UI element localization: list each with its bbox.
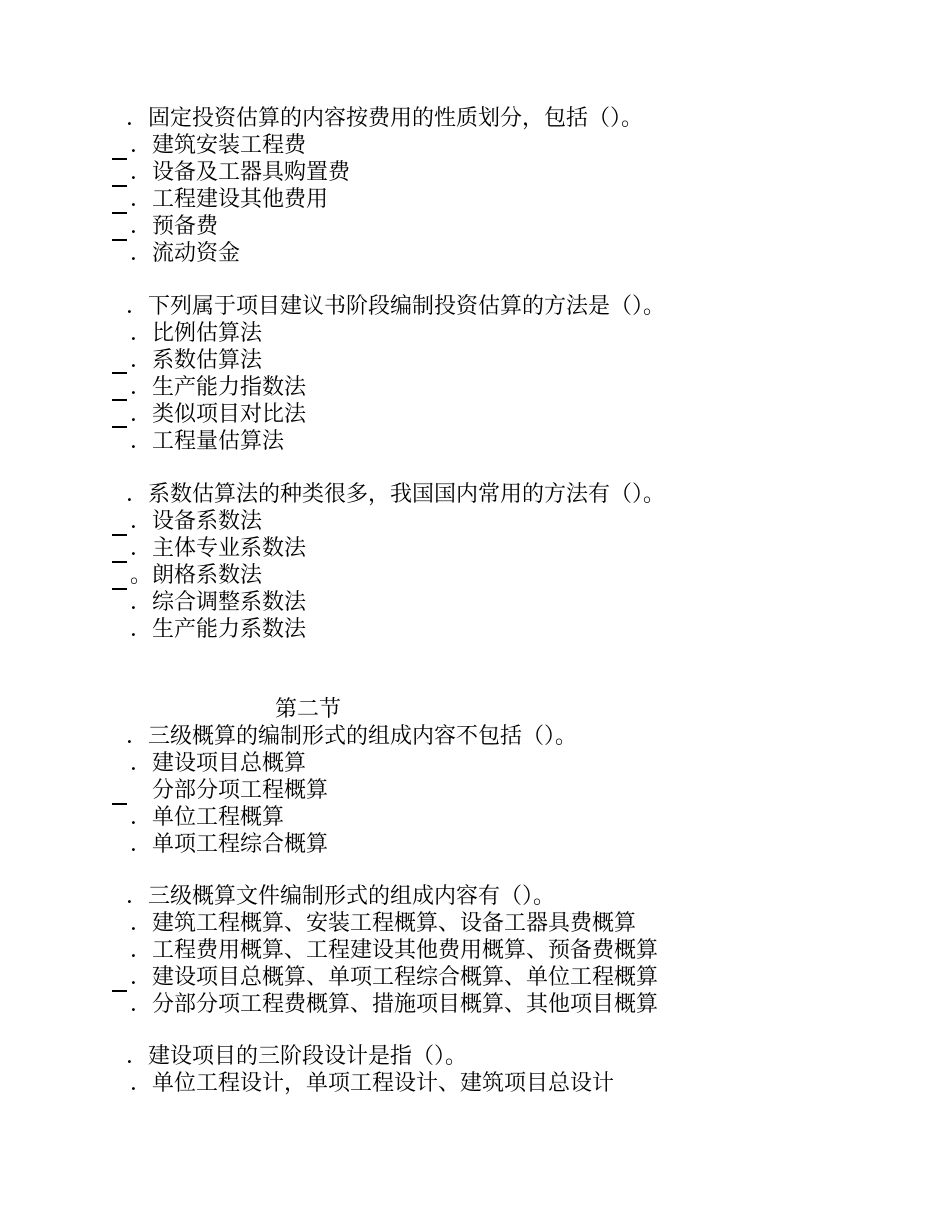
item-marker: ．: [125, 724, 148, 749]
question-text: 三级概算文件编制形式的组成内容有（）。: [148, 884, 556, 909]
option-marker: ．: [129, 187, 152, 212]
option-marker: ．: [129, 751, 152, 776]
option-marker: ．: [129, 536, 152, 561]
item-marker: ．: [125, 106, 148, 131]
option-line: [118, 321, 262, 347]
option-marker: ．: [129, 832, 152, 857]
option-line: [118, 509, 262, 535]
option-marker: ．: [129, 938, 152, 963]
option-marker: ．: [129, 590, 152, 615]
option-marker: ．: [129, 321, 152, 346]
option-line: [118, 992, 658, 1018]
option-line: [118, 375, 306, 401]
option-text: 建设项目总概算、单项工程综合概算、单位工程概算: [152, 965, 659, 990]
option-line: [118, 805, 284, 831]
question-stem: [118, 1044, 467, 1070]
option-text: 建设项目总概算: [152, 751, 307, 776]
option-line: [118, 563, 262, 589]
option-text: 建筑安装工程费: [152, 133, 307, 158]
option-marker: ．: [129, 992, 152, 1017]
option-marker: ．: [129, 133, 152, 158]
question-text: 下列属于项目建议书阶段编制投资估算的方法是（）。: [148, 294, 666, 319]
option-marker: ．: [129, 617, 152, 642]
option-line: [118, 590, 306, 616]
option-marker: ．: [129, 214, 152, 239]
option-line: [118, 965, 658, 991]
option-line: [118, 160, 350, 186]
option-marker: ．: [129, 348, 152, 373]
item-marker: ．: [125, 884, 148, 909]
option-line: [118, 536, 306, 562]
option-text: 工程量估算法: [152, 429, 285, 454]
item-marker: ．: [125, 482, 148, 507]
question-stem: [118, 724, 577, 750]
option-marker: ．: [129, 375, 152, 400]
option-text: 建筑工程概算、安装工程概算、设备工器具费概算: [152, 911, 637, 936]
option-text: 比例估算法: [152, 321, 263, 346]
option-text: 单位工程设计，单项工程设计、建筑项目总设计: [152, 1071, 615, 1096]
option-marker: ．: [129, 241, 152, 266]
option-text: 朗格系数法: [152, 563, 263, 588]
section-heading: 第二节: [275, 697, 342, 722]
option-marker: ．: [129, 509, 152, 534]
option-text: 生产能力系数法: [152, 617, 307, 642]
option-line: [118, 778, 328, 804]
option-line: [118, 751, 306, 777]
question-stem: [118, 482, 665, 508]
option-marker: ．: [129, 402, 152, 427]
option-line: [118, 617, 306, 643]
option-marker: ．: [129, 429, 152, 454]
option-text: 流动资金: [152, 241, 241, 266]
question-text: 固定投资估算的内容按费用的性质划分，包括（）。: [148, 106, 644, 131]
option-text: 分部分项工程费概算、措施项目概算、其他项目概算: [152, 992, 659, 1017]
question-text: 三级概算的编制形式的组成内容不包括（）。: [148, 724, 578, 749]
item-marker: ．: [125, 1044, 148, 1069]
option-text: 单项工程综合概算: [152, 832, 329, 857]
option-line: [118, 402, 306, 428]
option-marker: ．: [129, 965, 152, 990]
option-text: 设备及工器具购置费: [152, 160, 351, 185]
option-text: 类似项目对比法: [152, 402, 307, 427]
option-text: 综合调整系数法: [152, 590, 307, 615]
option-text: 工程费用概算、工程建设其他费用概算、预备费概算: [152, 938, 659, 963]
option-line: [118, 911, 636, 937]
item-marker: ．: [125, 294, 148, 319]
option-marker: ．: [129, 805, 152, 830]
option-marker: 。: [129, 563, 152, 588]
option-text: 设备系数法: [152, 509, 263, 534]
option-line: [118, 832, 328, 858]
option-line: [118, 241, 240, 267]
option-line: [118, 187, 328, 213]
question-stem: [118, 884, 555, 910]
option-text: 工程建设其他费用: [152, 187, 329, 212]
option-text: 生产能力指数法: [152, 375, 307, 400]
question-stem: [118, 106, 643, 132]
option-line: [118, 348, 262, 374]
option-text: 分部分项工程概算: [152, 778, 329, 803]
option-marker: ．: [129, 160, 152, 185]
option-text: 系数估算法: [152, 348, 263, 373]
option-line: [118, 214, 218, 240]
question-text: 系数估算法的种类很多，我国国内常用的方法有（）。: [148, 482, 666, 507]
option-line: [118, 429, 284, 455]
option-line: [118, 133, 306, 159]
option-line: [118, 938, 658, 964]
option-text: 主体专业系数法: [152, 536, 307, 561]
option-line: [118, 1071, 614, 1097]
option-marker: ．: [129, 911, 152, 936]
question-stem: [118, 294, 665, 320]
option-text: 预备费: [152, 214, 219, 239]
option-marker: ．: [129, 1071, 152, 1096]
option-text: 单位工程概算: [152, 805, 285, 830]
question-text: 建设项目的三阶段设计是指（）。: [148, 1044, 468, 1069]
